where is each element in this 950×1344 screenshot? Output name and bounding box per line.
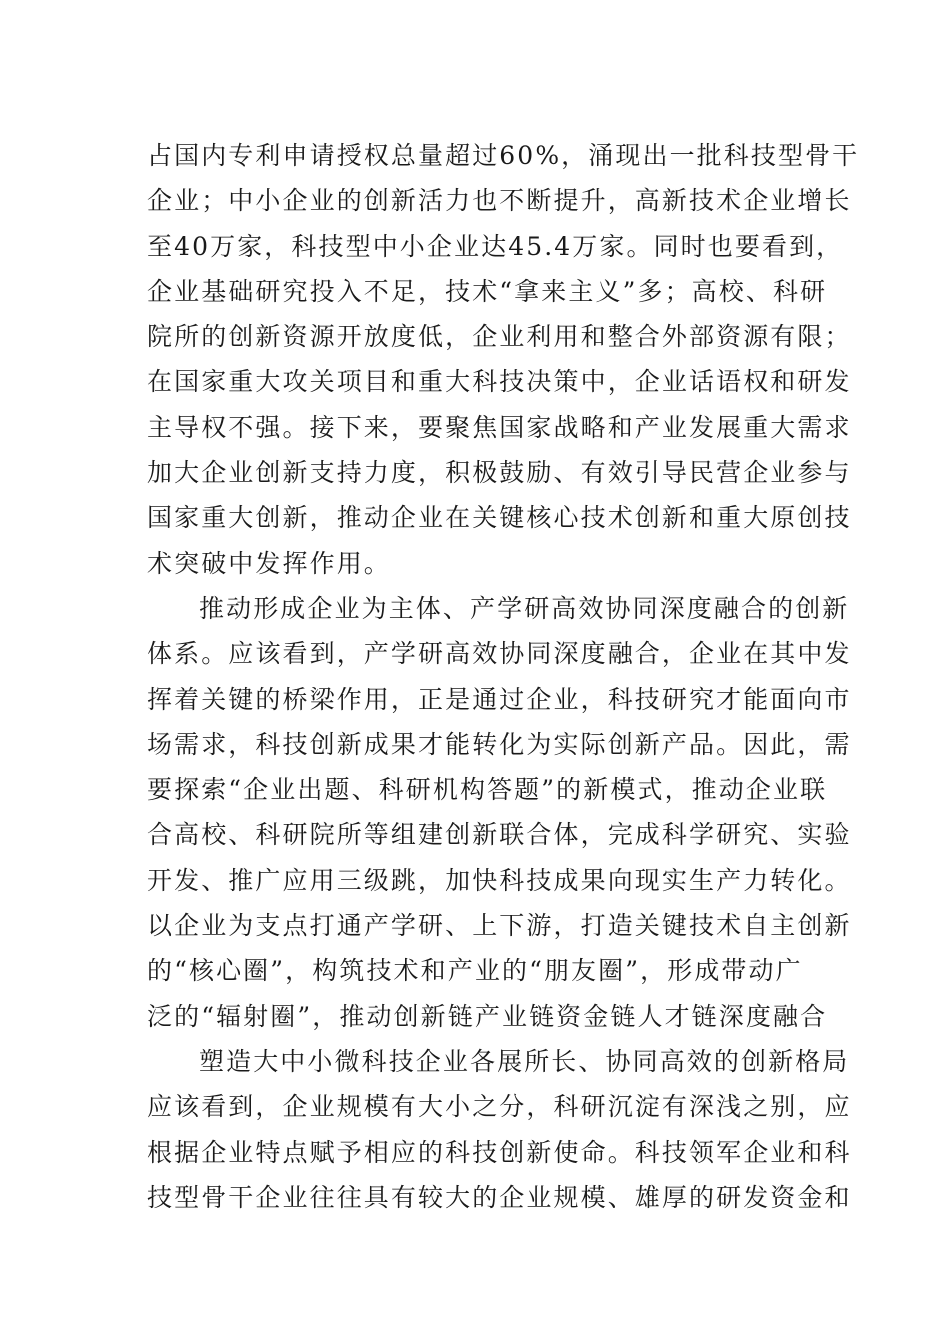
text-line: 要探索“企业出题、科研机构答题”的新模式，推动企业联 — [147, 775, 828, 805]
text-line: 至40万家，科技型中小企业达45.4万家。同时也要看到， — [147, 231, 844, 261]
text-line: 场需求，科技创新成果才能转化为实际创新产品。因此，需 — [147, 729, 852, 759]
text-line: 技型骨干企业往往具有较大的企业规模、雄厚的研发资金和 — [147, 1182, 852, 1212]
text-line: 主导权不强。接下来，要聚焦国家战略和产业发展重大需求 — [147, 412, 852, 442]
text-line: 根据企业特点赋予相应的科技创新使命。科技领军企业和科 — [147, 1137, 852, 1167]
text-line: 合高校、科研院所等组建创新联合体，完成科学研究、实验 — [147, 820, 852, 850]
text-line: 企业；中小企业的创新活力也不断提升，高新技术企业增长 — [147, 186, 852, 216]
text-line: 挥着关键的桥梁作用，正是通过企业，科技研究才能面向市 — [147, 684, 852, 714]
text-line: 占国内专利申请授权总量超过60%，涌现出一批科技型骨干 — [147, 141, 860, 170]
text-line: 国家重大创新，推动企业在关键核心技术创新和重大原创技 — [147, 503, 852, 533]
text-line: 应该看到，企业规模有大小之分，科研沉淀有深浅之别，应 — [147, 1092, 852, 1122]
text-line: 开发、推广应用三级跳，加快科技成果向现实生产力转化。 — [147, 865, 852, 895]
text-line: 术突破中发挥作用。 — [147, 548, 391, 578]
text-line: 泛的“辐射圈”，推动创新链产业链资金链人才链深度融合 — [147, 1001, 828, 1031]
paragraph-heading-line: 塑造大中小微科技企业各展所长、协同高效的创新格局 — [199, 1046, 850, 1076]
text-line: 体系。应该看到，产学研高效协同深度融合，企业在其中发 — [147, 639, 852, 669]
paragraph-heading-line: 推动形成企业为主体、产学研高效协同深度融合的创新 — [199, 593, 850, 623]
text-line: 以企业为支点打通产学研、上下游，打造关键技术自主创新 — [147, 911, 852, 941]
text-line: 在国家重大攻关项目和重大科技决策中，企业话语权和研发 — [147, 367, 852, 397]
text-line: 的“核心圈”，构筑技术和产业的“朋友圈”，形成带动广 — [147, 956, 803, 986]
body-text — [147, 133, 860, 1220]
text-line: 加大企业创新支持力度，积极鼓励、有效引导民营企业参与 — [147, 458, 852, 488]
text-line: 院所的创新资源开放度低，企业利用和整合外部资源有限； — [147, 322, 852, 352]
text-line: 企业基础研究投入不足，技术“拿来主义”多；高校、科研 — [147, 276, 828, 306]
